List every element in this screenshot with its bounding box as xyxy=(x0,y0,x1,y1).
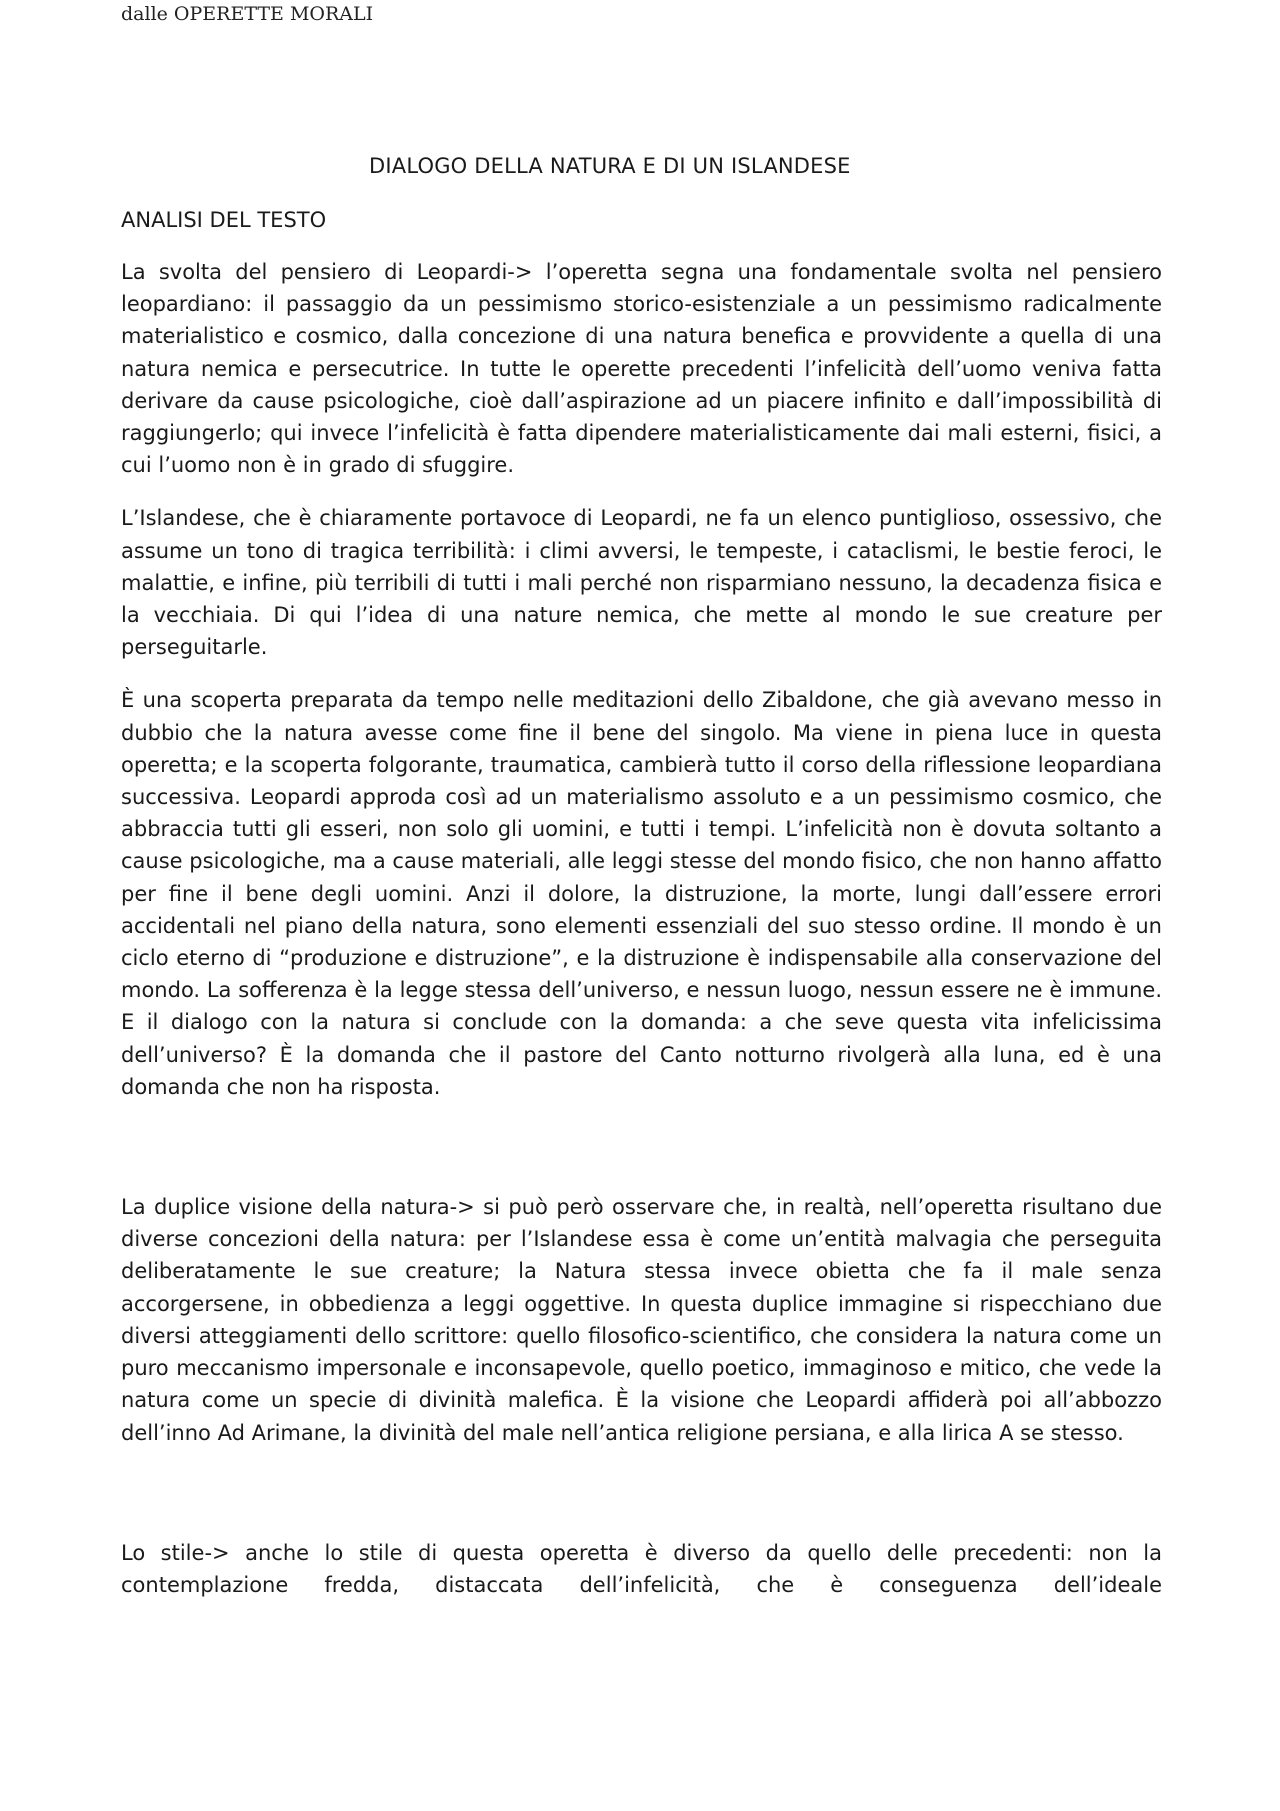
document-title: DIALOGO DELLA NATURA E DI UN ISLANDESE xyxy=(369,154,851,178)
paragraph-duplice-visione: La duplice visione della natura-> si può però osservare che, in realtà, nell’operetta risultano due diverse concezioni della natura: per l’Islandese essa è come un’entità malvagia che perseguita deliberatamente le sue creature; la Natura stessa invece obietta che fa il male senza accorgersene, in obbedienza a leggi oggettive. In questa duplice immagine si rispecchiano due diversi atteggiamenti dello scrittore: quello filosofico-scientifico, che considera la natura come un puro meccanismo impersonale e inconsapevole, quello poetico, immaginoso e mitico, che vede la natura come un specie di divinità malefica. È la visione che Leopardi affiderà poi all’abbozzo dell’inno Ad Arimane, la divinità del male nell’antica religione persiana, e alla lirica A se stesso. xyxy=(121,1195,1162,1445)
paragraph-svolta: La svolta del pensiero di Leopardi-> l’operetta segna una fondamentale svolta nel pensiero leopardiano: il passaggio da un pessimismo storico-esistenziale a un pessimismo radicalmente materialistico e cosmico, dalla concezione di una natura benefica e provvidente a quella di una natura nemica e persecutrice. In tutte le operette precedenti l’infelicità dell’uomo veniva fatta derivare da cause psicologiche, cioè dall’aspirazione ad un piacere infinito e dall’impossibilità di raggiungerlo; qui invece l’infelicità è fatta dipendere materialisticamente dai mali esterni, fisici, a cui l’uomo non è in grado di sfuggire. xyxy=(121,260,1162,478)
document-body xyxy=(121,256,1162,1601)
running-header: dalle OPERETTE MORALI xyxy=(121,3,374,25)
paragraph-islandese: L’Islandese, che è chiaramente portavoce di Leopardi, ne fa un elenco puntiglioso, ossessivo, che assume un tono di tragica terribilità: i climi avversi, le tempeste, i cataclismi, le bestie feroci, le malattie, e infine, più terribili di tutti i mali perché non risparmiano nessuno, la decadenza fisica e la vecchiaia. Di qui l’idea di una nature nemica, che mette al mondo le sue creature per perseguitarle. xyxy=(121,506,1162,660)
paragraph-stile: Lo stile-> anche lo stile di questa operetta è diverso da quello delle precedenti: non la contemplazione fredda, distaccata dell’infelicità, che è conseguenza dell’ideale xyxy=(121,1540,1162,1597)
paragraph-scoperta: È una scoperta preparata da tempo nelle meditazioni dello Zibaldone, che già avevano messo in dubbio che la natura avesse come fine il bene del singolo. Ma viene in piena luce in questa operetta; e la scoperta folgorante, traumatica, cambierà tutto il corso della riflessione leopardiana successiva. Leopardi approda così ad un materialismo assoluto e a un pessimismo cosmico, che abbraccia tutti gli esseri, non solo gli uomini, e tutti i tempi. L’infelicità non è dovuta soltanto a cause psicologiche, ma a cause materiali, alle leggi stesse del mondo fisico, che non hanno affatto per fine il bene degli uomini. Anzi il dolore, la distruzione, la morte, lungi dall’essere errori accidentali nel piano della natura, sono elementi essenziali del suo stesso ordine. Il mondo è un ciclo eterno di “produzione e distruzione”, e la distruzione è indispensabile alla conservazione del mondo. La sofferenza è la legge stessa dell’universo, e nessun luogo, nessun essere ne è immune. E il dialogo con la natura si conclude con la domanda: a che seve questa vita infelicissima dell’universo? È la domanda che il pastore del Canto notturno rivolgerà alla luna, ed è una domanda che non ha risposta. xyxy=(121,688,1162,1099)
section-heading: ANALISI DEL TESTO xyxy=(121,208,327,232)
